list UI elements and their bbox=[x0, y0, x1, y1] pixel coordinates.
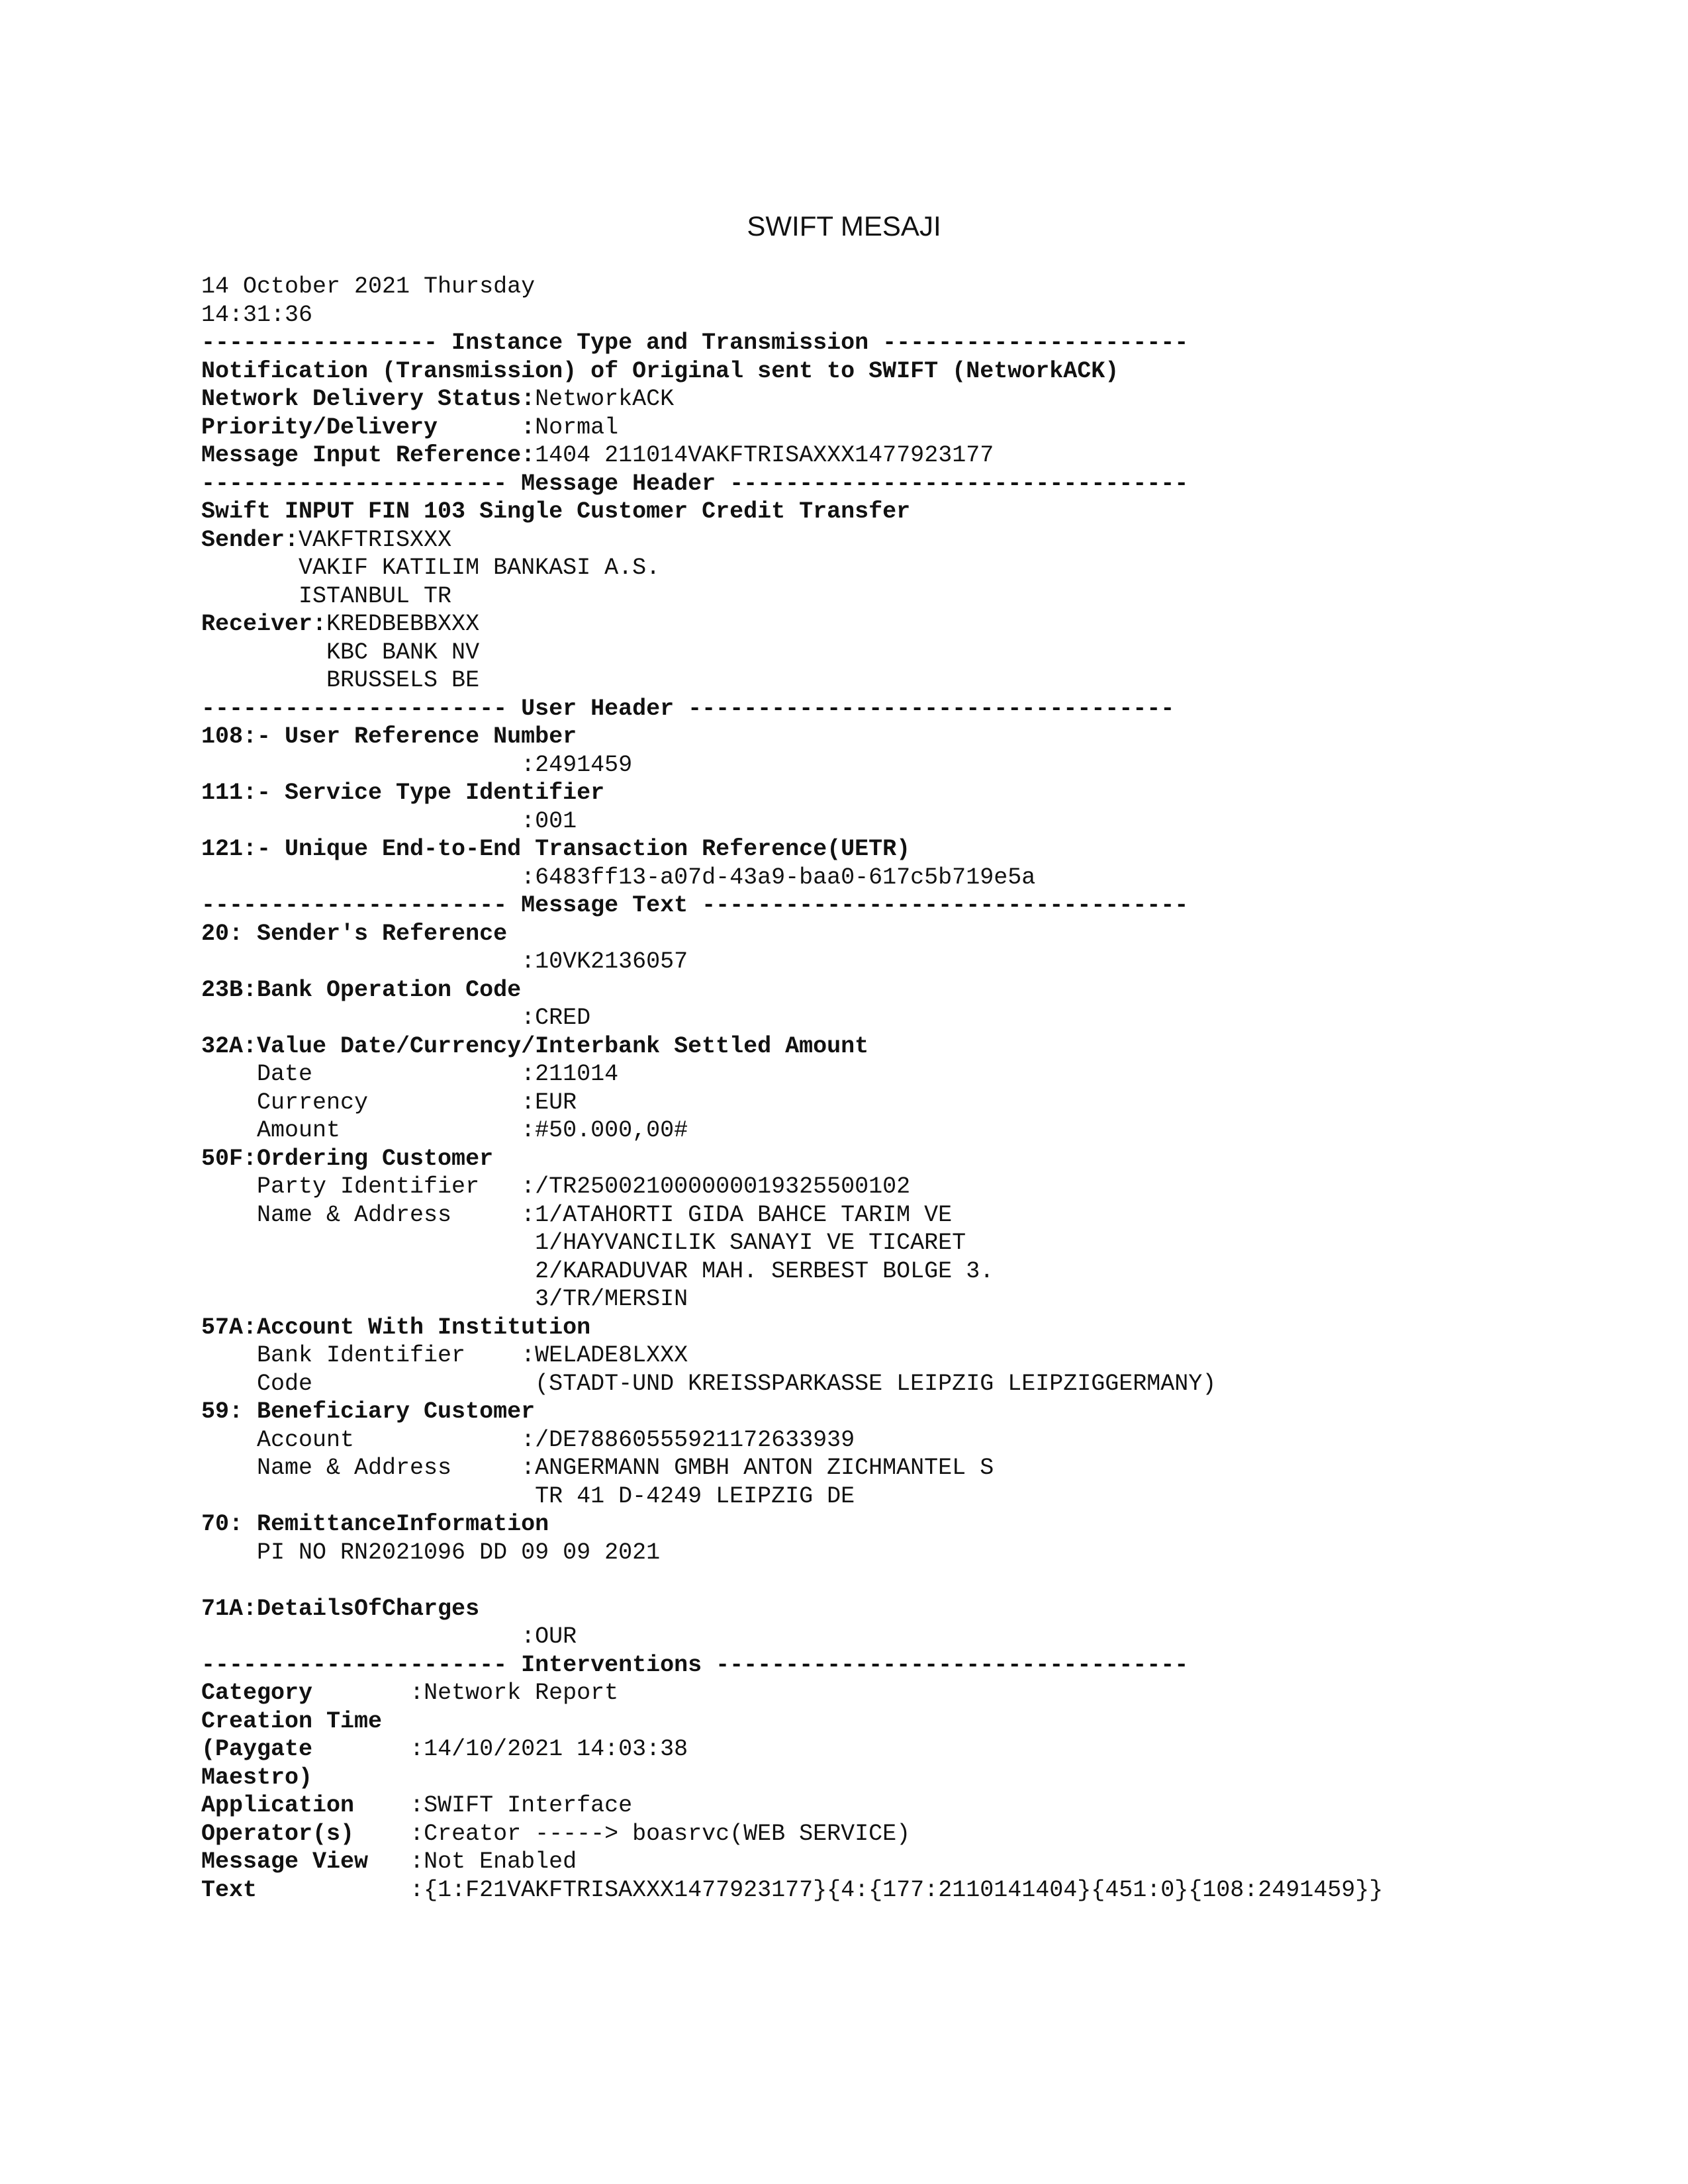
field-value: 14:31:36 bbox=[201, 301, 313, 328]
field-value: Party Identifier :/TR250021000000019325500102 bbox=[201, 1173, 911, 1200]
field-value: 3/TR/MERSIN bbox=[201, 1286, 688, 1312]
field-label: Text bbox=[201, 1876, 410, 1903]
field-value: :CRED bbox=[201, 1005, 591, 1031]
field-label: ---------------------- Message Header --------------------------------- bbox=[201, 470, 1189, 497]
message-line bbox=[201, 1426, 1658, 1455]
message-line bbox=[201, 1004, 1658, 1032]
field-value: :SWIFT Interface bbox=[410, 1792, 633, 1819]
field-label: Message Input Reference: bbox=[201, 442, 536, 469]
field-value: :6483ff13-a07d-43a9-baa0-617c5b719e5a bbox=[201, 864, 1036, 891]
field-label: Sender: bbox=[201, 526, 299, 553]
message-line bbox=[201, 526, 1658, 555]
page-title: SWIFT MESAJI bbox=[747, 210, 941, 242]
field-value: 14 October 2021 Thursday bbox=[201, 273, 536, 300]
field-value: Name & Address :1/ATAHORTI GIDA BAHCE TARIM VE bbox=[201, 1201, 953, 1228]
field-value: :Creator -----> boasrvc(WEB SERVICE) bbox=[410, 1820, 911, 1847]
field-label: Notification (Transmission) of Original sent to SWIFT (NetworkACK) bbox=[201, 357, 1119, 385]
message-line bbox=[201, 639, 1658, 667]
message-line bbox=[201, 301, 1658, 330]
message-line bbox=[201, 1285, 1658, 1314]
field-value: :OUR bbox=[201, 1623, 577, 1650]
message-line bbox=[201, 835, 1658, 864]
message-line bbox=[201, 920, 1658, 948]
field-value: Currency :EUR bbox=[201, 1089, 577, 1116]
message-line bbox=[201, 357, 1658, 386]
field-value: Date :211014 bbox=[201, 1061, 619, 1087]
field-value: :001 bbox=[201, 807, 577, 835]
field-value: NetworkACK bbox=[535, 386, 675, 412]
message-line bbox=[201, 751, 1658, 780]
field-label: 59: Beneficiary Customer bbox=[201, 1398, 536, 1425]
message-line bbox=[201, 864, 1658, 892]
field-label: 23B:Bank Operation Code bbox=[201, 976, 522, 1003]
message-line bbox=[201, 723, 1658, 751]
message-line bbox=[201, 1735, 1658, 1764]
message-line bbox=[201, 1314, 1658, 1342]
message-line bbox=[201, 414, 1658, 442]
message-line bbox=[201, 1876, 1658, 1905]
message-line bbox=[201, 1539, 1658, 1567]
field-value: Amount :#50.000,00# bbox=[201, 1117, 688, 1144]
field-value: Name & Address :ANGERMANN GMBH ANTON ZICHMANTEL S bbox=[201, 1455, 994, 1481]
message-line bbox=[201, 554, 1658, 582]
message-line bbox=[201, 1032, 1658, 1061]
field-label: 70: RemittanceInformation bbox=[201, 1511, 549, 1537]
field-label: 57A:Account With Institution bbox=[201, 1314, 591, 1341]
field-value: :10VK2136057 bbox=[201, 948, 688, 975]
message-line bbox=[201, 1764, 1658, 1792]
message-line bbox=[201, 976, 1658, 1005]
message-line bbox=[201, 441, 1658, 470]
field-value: 1404 211014VAKFTRISAXXX1477923177 bbox=[535, 442, 994, 469]
message-line bbox=[201, 498, 1658, 526]
message-line bbox=[201, 1089, 1658, 1117]
field-label: Network Delivery Status: bbox=[201, 386, 536, 412]
field-value: :2491459 bbox=[201, 751, 633, 778]
message-line bbox=[201, 1567, 1658, 1595]
field-value: :{1:F21VAKFTRISAXXX1477923177}{4:{177:2110141404}{451:0}{108:2491459}} bbox=[410, 1876, 1383, 1903]
field-label: Maestro) bbox=[201, 1764, 313, 1791]
field-label: 121:- Unique End-to-End Transaction Reference(UETR) bbox=[201, 836, 911, 862]
field-label: (Paygate bbox=[201, 1736, 410, 1762]
field-value: Account :/DE78860555921172633939 bbox=[201, 1426, 855, 1453]
field-value: PI NO RN2021096 DD 09 09 2021 bbox=[201, 1539, 661, 1566]
field-label: Receiver: bbox=[201, 611, 327, 637]
field-value: 1/HAYVANCILIK SANAYI VE TICARET bbox=[201, 1230, 966, 1256]
field-value: Normal bbox=[535, 414, 619, 441]
field-label: Application bbox=[201, 1792, 410, 1819]
field-value: :Not Enabled bbox=[410, 1848, 577, 1875]
field-label: 32A:Value Date/Currency/Interbank Settled Amount bbox=[201, 1032, 869, 1060]
field-value: Bank Identifier :WELADE8LXXX bbox=[201, 1342, 688, 1369]
field-label: 50F:Ordering Customer bbox=[201, 1145, 494, 1172]
message-line bbox=[201, 1370, 1658, 1398]
message-line bbox=[201, 1173, 1658, 1201]
field-value: ISTANBUL TR bbox=[201, 582, 452, 610]
field-label: 71A:DetailsOfCharges bbox=[201, 1595, 480, 1622]
message-line bbox=[201, 1595, 1658, 1623]
message-line bbox=[201, 1342, 1658, 1370]
message-line bbox=[201, 1060, 1658, 1089]
message-line bbox=[201, 1454, 1658, 1482]
message-line bbox=[201, 610, 1658, 639]
message-line bbox=[201, 273, 1658, 301]
message-line bbox=[201, 1792, 1658, 1820]
field-label: 111:- Service Type Identifier bbox=[201, 780, 605, 806]
field-value: :14/10/2021 14:03:38 bbox=[410, 1736, 688, 1762]
message-line bbox=[201, 582, 1658, 611]
field-label: ----------------- Instance Type and Transmission ---------------------- bbox=[201, 330, 1189, 356]
message-line bbox=[201, 807, 1658, 836]
message-line bbox=[201, 1623, 1658, 1651]
field-label: ---------------------- User Header ----------------------------------- bbox=[201, 695, 1175, 722]
message-line bbox=[201, 329, 1658, 357]
message-line bbox=[201, 1679, 1658, 1707]
field-value: 2/KARADUVAR MAH. SERBEST BOLGE 3. bbox=[201, 1257, 994, 1285]
message-line bbox=[201, 666, 1658, 695]
field-label: 108:- User Reference Number bbox=[201, 723, 577, 750]
field-label: ---------------------- Message Text ----------------------------------- bbox=[201, 892, 1189, 919]
field-value: Code (STADT-UND KREISSPARKASSE LEIPZIG LEIPZIGGERMANY) bbox=[201, 1370, 1217, 1397]
message-line bbox=[201, 1820, 1658, 1848]
field-value: TR 41 D-4249 LEIPZIG DE bbox=[201, 1482, 855, 1510]
field-label: Creation Time bbox=[201, 1707, 383, 1735]
message-line bbox=[201, 1510, 1658, 1539]
message-line bbox=[201, 1848, 1658, 1876]
message-line bbox=[201, 470, 1658, 498]
field-label: Operator(s) bbox=[201, 1820, 410, 1847]
field-label: Message View bbox=[201, 1848, 410, 1875]
field-label: Category bbox=[201, 1680, 410, 1706]
field-value: KREDBEBBXXX bbox=[326, 611, 480, 637]
message-line bbox=[201, 1201, 1658, 1230]
message-line bbox=[201, 891, 1658, 920]
message-line bbox=[201, 1229, 1658, 1257]
field-value: :Network Report bbox=[410, 1680, 619, 1706]
field-label: 20: Sender's Reference bbox=[201, 920, 508, 947]
message-line bbox=[201, 1116, 1658, 1145]
message-line bbox=[201, 1707, 1658, 1736]
message-line bbox=[201, 1257, 1658, 1286]
field-value: VAKFTRISXXX bbox=[299, 526, 452, 553]
message-line bbox=[201, 948, 1658, 976]
field-label: ---------------------- Interventions ---------------------------------- bbox=[201, 1651, 1189, 1678]
message-line bbox=[201, 385, 1658, 414]
message-line bbox=[201, 695, 1658, 723]
field-value: BRUSSELS BE bbox=[201, 667, 480, 694]
field-label: Priority/Delivery : bbox=[201, 414, 536, 441]
message-line bbox=[201, 1482, 1658, 1511]
message-line bbox=[201, 1651, 1658, 1680]
message-line bbox=[201, 1398, 1658, 1426]
swift-message-body bbox=[201, 273, 1658, 1904]
message-line bbox=[201, 1145, 1658, 1173]
field-value: KBC BANK NV bbox=[201, 639, 480, 666]
message-line bbox=[201, 779, 1658, 807]
field-value: VAKIF KATILIM BANKASI A.S. bbox=[201, 555, 661, 581]
field-label: Swift INPUT FIN 103 Single Customer Credit Transfer bbox=[201, 498, 911, 525]
